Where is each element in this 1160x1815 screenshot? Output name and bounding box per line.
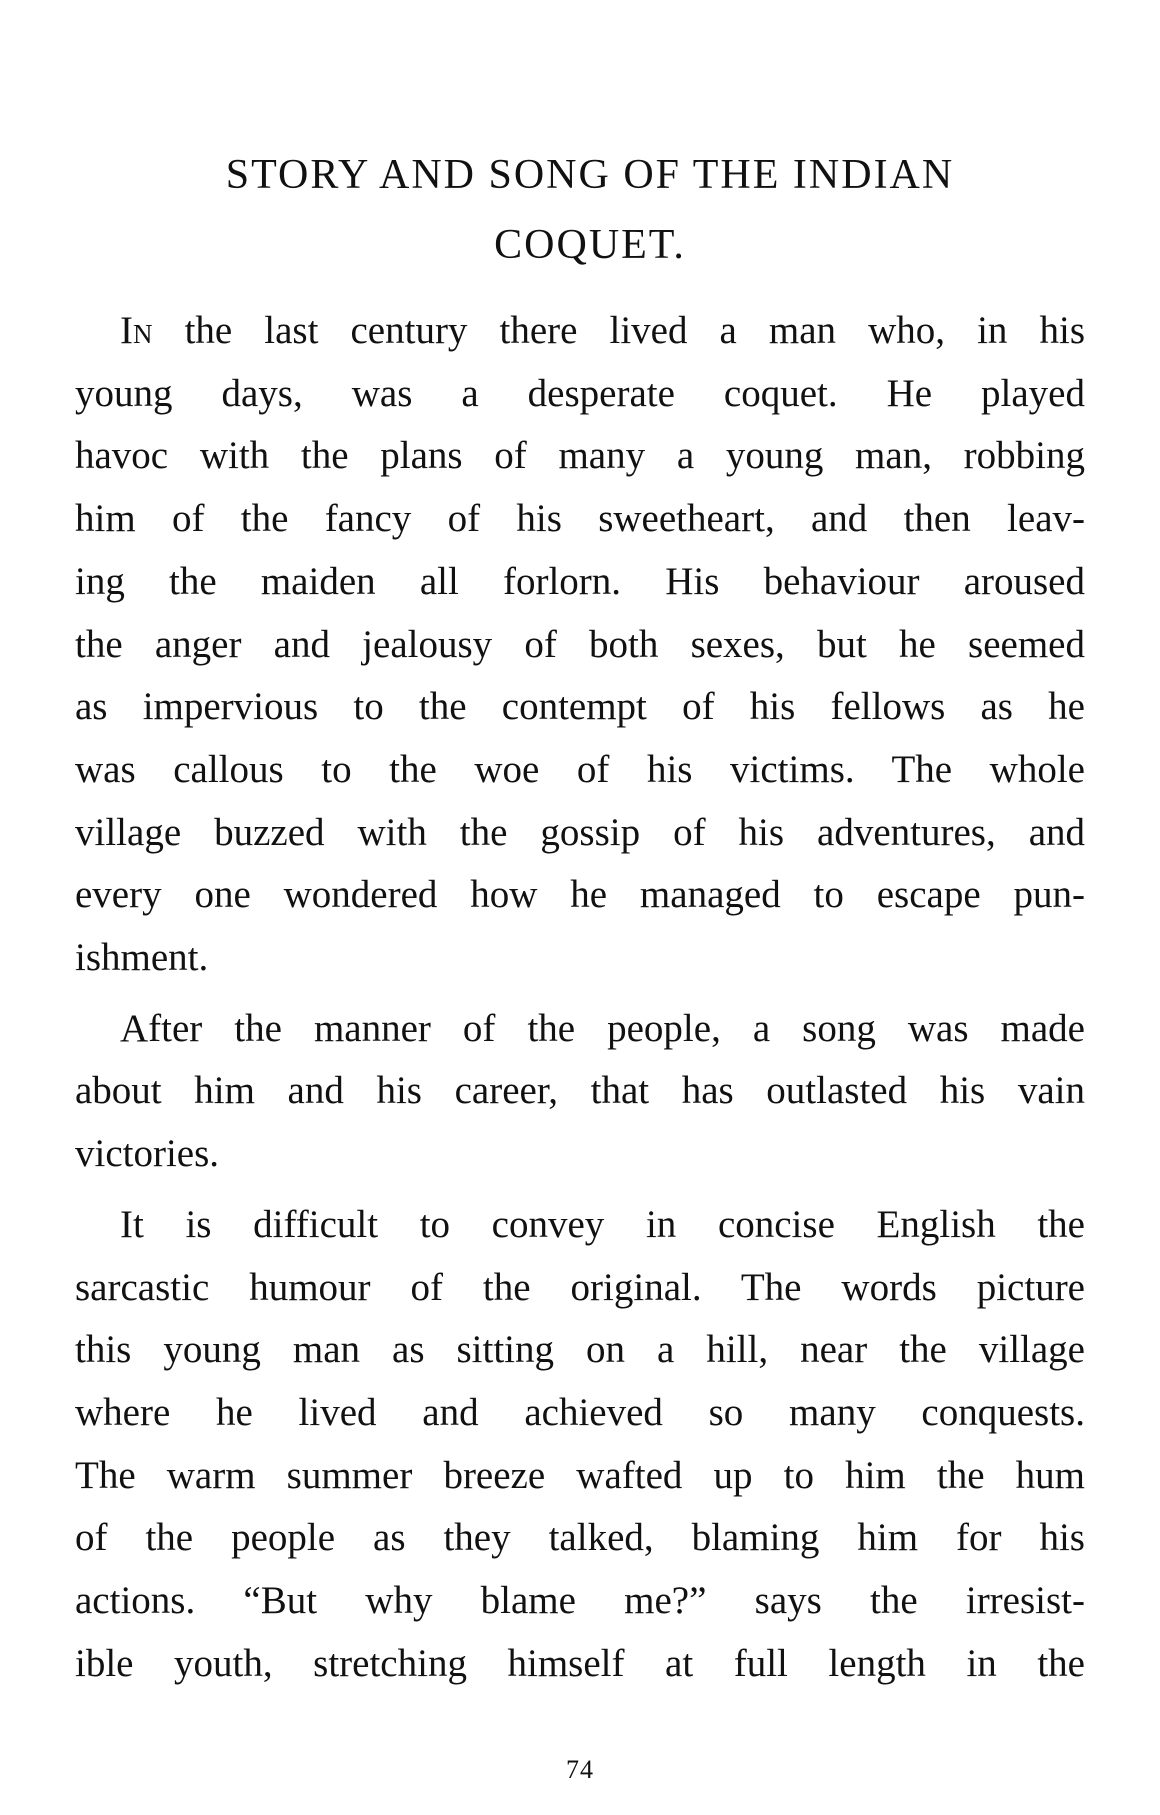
dropword: In xyxy=(120,309,153,352)
text-line: village buzzed with the gossip of his adventures, and xyxy=(75,810,1085,854)
page-number: 74 xyxy=(566,1755,594,1784)
text-line: After the manner of the people, a song was made xyxy=(120,1006,1085,1050)
text-line xyxy=(75,300,1085,363)
text-line: ishment. xyxy=(75,936,209,980)
text-line: havoc with the plans of many a young man, robbing xyxy=(75,434,1085,478)
paragraph-2 xyxy=(75,998,1085,1186)
text-line: It is difficult to convey in concise English the xyxy=(120,1202,1085,1246)
text-line: was callous to the woe of his victims. The whole xyxy=(75,747,1085,791)
text-line: of the people as they talked, blaming him for his xyxy=(75,1516,1085,1560)
text-line: the anger and jealousy of both sexes, but he seemed xyxy=(75,622,1085,666)
paragraph-3 xyxy=(75,1194,1085,1696)
text-line: where he lived and achieved so many conquests. xyxy=(75,1390,1085,1434)
text-line: ible youth, stretching himself at full length in the xyxy=(75,1641,1085,1685)
text-line: The warm summer breeze wafted up to him the hum xyxy=(75,1453,1085,1497)
chapter-title-line-1: STORY AND SONG OF THE INDIAN xyxy=(225,152,955,198)
text-line: victories. xyxy=(75,1132,220,1176)
text-line: this young man as sitting on a hill, near the village xyxy=(75,1328,1085,1372)
text-line: actions. “But why blame me?” says the irresist- xyxy=(75,1579,1085,1623)
text-line: about him and his career, that has outlasted his vain xyxy=(75,1069,1085,1113)
paragraph-1 xyxy=(75,300,1085,990)
text-line: young days, was a desperate coquet. He played xyxy=(75,371,1085,415)
text-line: him of the fancy of his sweetheart, and then leav- xyxy=(75,497,1085,541)
text-line: sarcastic humour of the original. The words picture xyxy=(75,1265,1085,1309)
text-line: as impervious to the contempt of his fellows as he xyxy=(75,685,1085,729)
chapter-title-line-2: COQUET. xyxy=(494,222,686,268)
body-text xyxy=(75,300,1085,1703)
chapter-title xyxy=(100,140,1080,280)
text-line: ing the maiden all forlorn. His behaviour aroused xyxy=(75,559,1085,603)
line-text: the last century there lived a man who, in his xyxy=(184,309,1085,352)
text-line: every one wondered how he managed to escape pun- xyxy=(75,873,1085,917)
